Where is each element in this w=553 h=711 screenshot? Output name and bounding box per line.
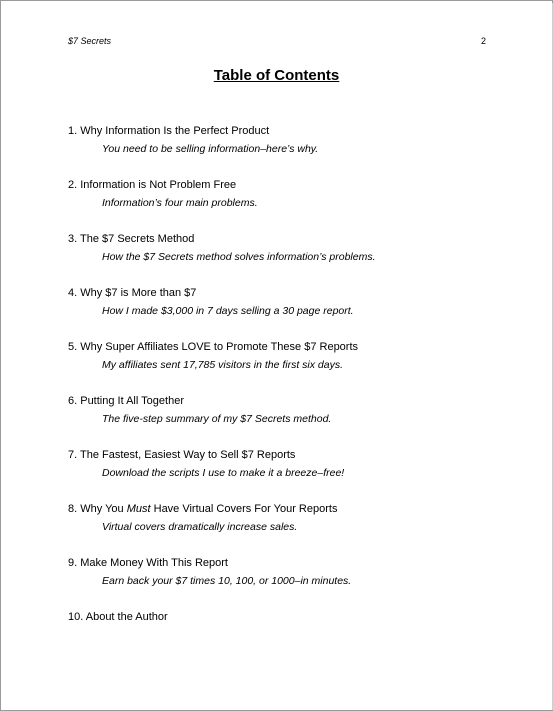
toc-entry-3 [68, 233, 508, 287]
toc-entry-heading: 10. About the Author [68, 611, 168, 623]
toc-entry-heading: 5. Why Super Affiliates LOVE to Promote These $7 Reports [68, 341, 359, 353]
toc-entry-heading [68, 503, 508, 516]
toc-entry-8 [68, 503, 508, 557]
toc-entry-heading: 9. Make Money With This Report [68, 557, 228, 569]
toc-title: Table of Contents [213, 67, 340, 84]
toc-entry-heading: 2. Information is Not Problem Free [68, 179, 237, 191]
running-header-title: $7 Secrets [68, 36, 112, 46]
toc-entry-heading: 4. Why $7 is More than $7 [68, 287, 197, 299]
toc-entry-description: How the $7 Secrets method solves information’s problems. [102, 251, 376, 263]
toc-entry-description: Information’s four main problems. [102, 197, 258, 209]
toc-entry-description: The five-step summary of my $7 Secrets method. [102, 413, 332, 425]
toc-entry-description: How I made $3,000 in 7 days selling a 30 page report. [102, 305, 354, 317]
toc-entry-heading: 3. The $7 Secrets Method [68, 233, 195, 245]
toc-entry-heading-start: 8. Why You [68, 503, 127, 515]
toc-entry-6 [68, 395, 508, 449]
toc-list [68, 125, 508, 665]
toc-entry-heading: 1. Why Information Is the Perfect Product [68, 125, 270, 137]
toc-entry-7 [68, 449, 508, 503]
toc-entry-heading: 6. Putting It All Together [68, 395, 184, 407]
toc-entry-description: Virtual covers dramatically increase sales. [102, 521, 298, 533]
toc-entry-10 [68, 611, 508, 665]
toc-entry-heading: 7. The Fastest, Easiest Way to Sell $7 Reports [68, 449, 296, 461]
toc-entry-heading-emphasis: Must [126, 503, 151, 515]
toc-entry-9 [68, 557, 508, 611]
toc-entry-2 [68, 179, 508, 233]
toc-entry-heading-end: Have Virtual Covers For Your Reports [150, 503, 338, 515]
toc-entry-1 [68, 125, 508, 179]
toc-entry-5 [68, 341, 508, 395]
toc-entry-description: You need to be selling information–here’s why. [102, 143, 319, 155]
toc-entry-description: Download the scripts I use to make it a breeze–free! [102, 467, 345, 479]
toc-entry-4 [68, 287, 508, 341]
toc-entry-description: My affiliates sent 17,785 visitors in the first six days. [102, 359, 344, 371]
toc-entry-description: Earn back your $7 times 10, 100, or 1000–in minutes. [102, 575, 352, 587]
page-number: 2 [481, 36, 487, 46]
